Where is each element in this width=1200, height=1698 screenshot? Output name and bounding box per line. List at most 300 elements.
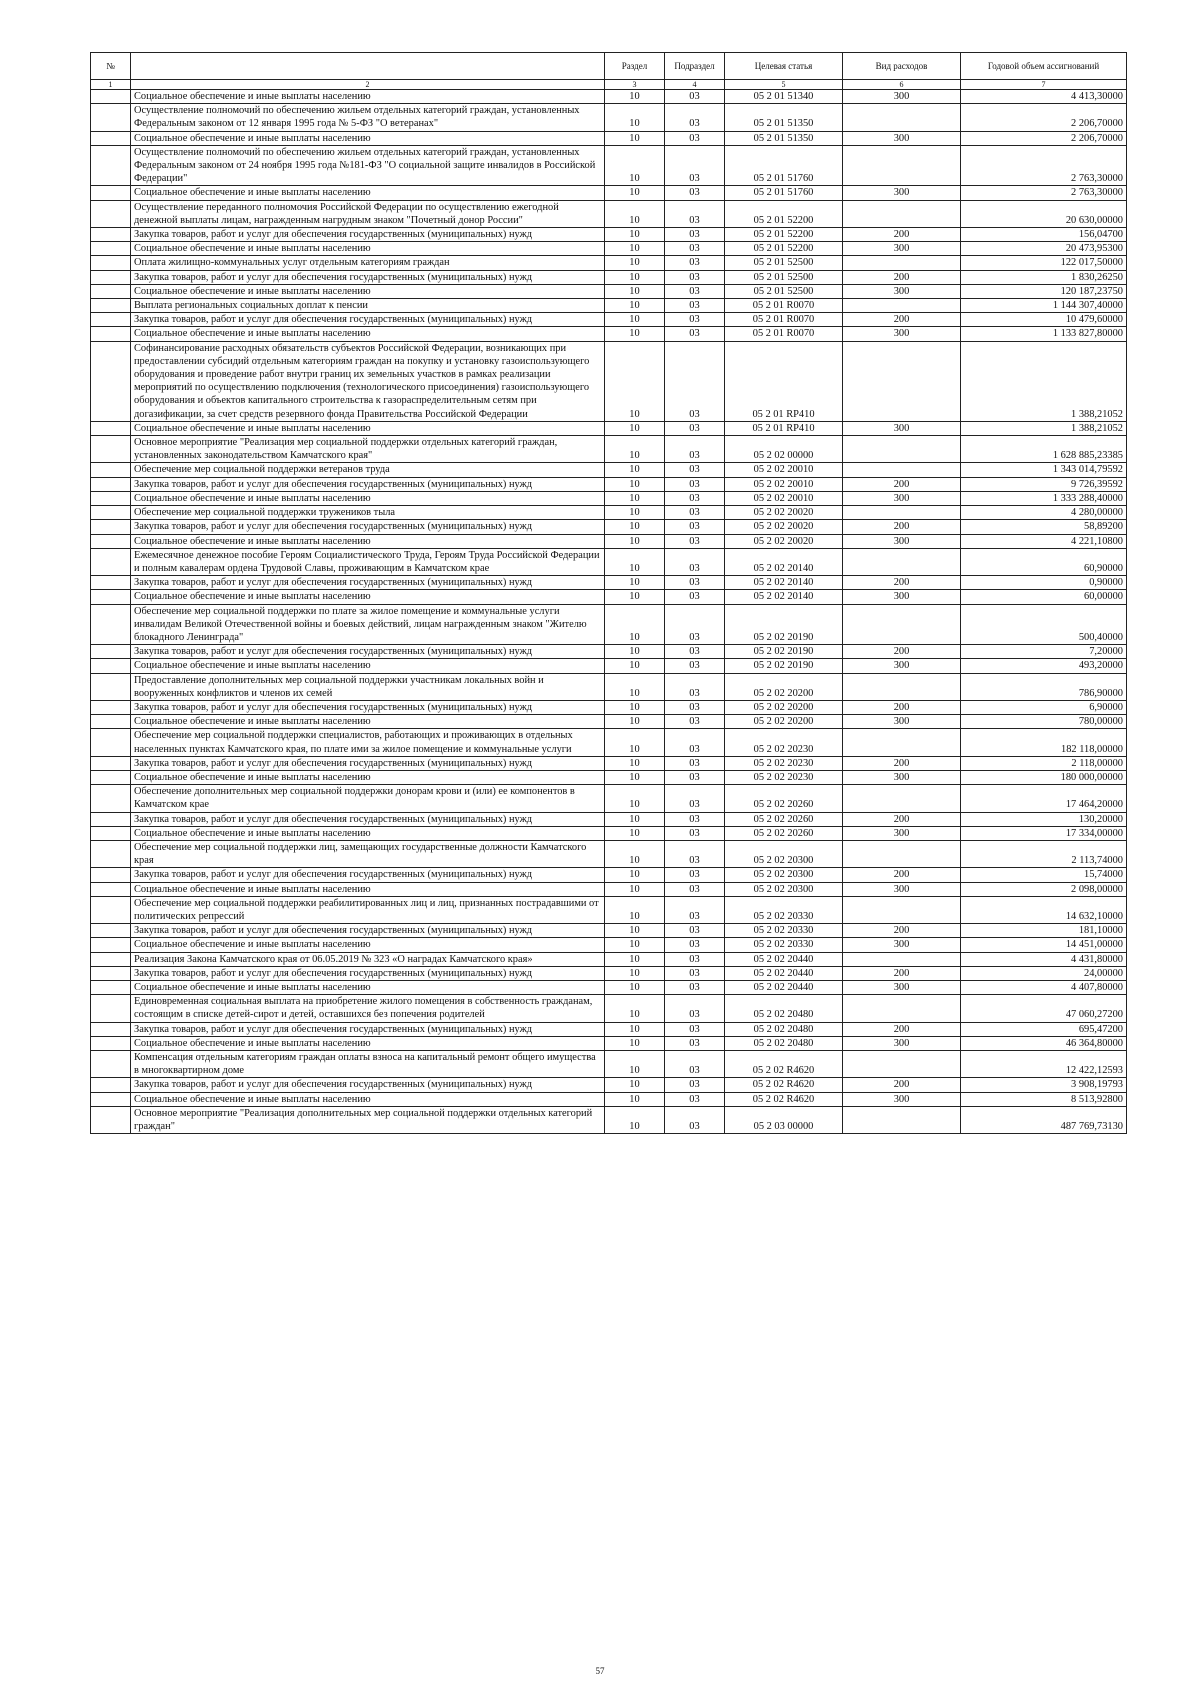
row-target-cell: 05 2 02 20200 [725,700,843,714]
row-podrazdel-cell: 03 [665,896,725,923]
row-vid-cell [843,145,961,186]
row-amount-cell: 695,47200 [961,1022,1127,1036]
row-vid-cell: 300 [843,981,961,995]
row-number-cell [91,785,131,812]
row-target-cell: 05 2 02 20440 [725,952,843,966]
row-amount-cell: 4 221,10800 [961,534,1127,548]
row-podrazdel-cell: 03 [665,981,725,995]
row-name-cell: Закупка товаров, работ и услуг для обеспечения государственных (муниципальных) нужд [131,812,605,826]
row-number-cell [91,270,131,284]
header-row [91,53,1127,80]
row-number-cell [91,313,131,327]
row-name-cell: Социальное обеспечение и иные выплаты населению [131,659,605,673]
row-target-cell: 05 2 01 RP410 [725,341,843,421]
row-podrazdel-cell: 03 [665,186,725,200]
row-podrazdel-cell: 03 [665,729,725,756]
table-row [91,826,1127,840]
row-number-cell [91,604,131,645]
table-row [91,924,1127,938]
row-number-cell [91,966,131,980]
row-vid-cell [843,463,961,477]
row-podrazdel-cell: 03 [665,284,725,298]
column-number: 3 [605,80,665,90]
row-podrazdel-cell: 03 [665,548,725,575]
table-row [91,576,1127,590]
row-amount-cell: 47 060,27200 [961,995,1127,1022]
table-row [91,421,1127,435]
row-target-cell: 05 2 01 52200 [725,242,843,256]
row-podrazdel-cell: 03 [665,463,725,477]
row-razdel-cell: 10 [605,938,665,952]
row-razdel-cell: 10 [605,327,665,341]
row-name-cell: Закупка товаров, работ и услуг для обеспечения государственных (муниципальных) нужд [131,966,605,980]
row-podrazdel-cell: 03 [665,90,725,104]
row-podrazdel-cell: 03 [665,966,725,980]
row-amount-cell: 2 118,00000 [961,756,1127,770]
row-amount-cell: 180 000,00000 [961,770,1127,784]
row-name-cell: Реализация Закона Камчатского края от 06.05.2019 № 323 «О наградах Камчатского края» [131,952,605,966]
row-razdel-cell: 10 [605,756,665,770]
row-number-cell [91,700,131,714]
row-target-cell: 05 2 01 51760 [725,145,843,186]
row-podrazdel-cell: 03 [665,436,725,463]
table-row [91,604,1127,645]
row-razdel-cell: 10 [605,506,665,520]
row-vid-cell: 200 [843,966,961,980]
row-name-cell: Закупка товаров, работ и услуг для обеспечения государственных (муниципальных) нужд [131,477,605,491]
row-razdel-cell: 10 [605,491,665,505]
row-razdel-cell: 10 [605,534,665,548]
row-podrazdel-cell: 03 [665,576,725,590]
row-amount-cell: 2 206,70000 [961,131,1127,145]
row-vid-cell: 300 [843,715,961,729]
table-row [91,1022,1127,1036]
table-row [91,882,1127,896]
row-amount-cell: 487 769,73130 [961,1106,1127,1133]
header-vid: Вид расходов [843,53,961,80]
table-row [91,491,1127,505]
table-row [91,341,1127,421]
row-razdel-cell: 10 [605,284,665,298]
row-razdel-cell: 10 [605,341,665,421]
row-number-cell [91,520,131,534]
row-amount-cell: 12 422,12593 [961,1051,1127,1078]
row-target-cell: 05 2 02 20140 [725,590,843,604]
table-row [91,520,1127,534]
row-podrazdel-cell: 03 [665,924,725,938]
row-podrazdel-cell: 03 [665,1051,725,1078]
header-razdel: Раздел [605,53,665,80]
row-podrazdel-cell: 03 [665,242,725,256]
row-name-cell: Оплата жилищно-коммунальных услуг отдельным категориям граждан [131,256,605,270]
row-name-cell: Социальное обеспечение и иные выплаты населению [131,770,605,784]
row-amount-cell: 14 632,10000 [961,896,1127,923]
column-number: 6 [843,80,961,90]
row-name-cell: Обеспечение мер социальной поддержки ветеранов труда [131,463,605,477]
row-name-cell: Единовременная социальная выплата на приобретение жилого помещения в собственность гражданам, состоящим в списке детей-сирот и детей, оставшихся без попечения родителей [131,995,605,1022]
row-target-cell: 05 2 01 R0070 [725,327,843,341]
row-podrazdel-cell: 03 [665,952,725,966]
row-target-cell: 05 2 02 20260 [725,812,843,826]
row-target-cell: 05 2 02 20010 [725,491,843,505]
row-podrazdel-cell: 03 [665,341,725,421]
row-vid-cell [843,341,961,421]
row-razdel-cell: 10 [605,1036,665,1050]
row-target-cell: 05 2 01 R0070 [725,313,843,327]
row-podrazdel-cell: 03 [665,882,725,896]
row-podrazdel-cell: 03 [665,520,725,534]
row-name-cell: Основное мероприятие "Реализация дополнительных мер социальной поддержки отдельных категорий граждан" [131,1106,605,1133]
row-vid-cell: 200 [843,576,961,590]
row-name-cell: Закупка товаров, работ и услуг для обеспечения государственных (муниципальных) нужд [131,924,605,938]
row-razdel-cell: 10 [605,421,665,435]
row-target-cell: 05 2 02 20190 [725,604,843,645]
row-podrazdel-cell: 03 [665,756,725,770]
row-name-cell: Социальное обеспечение и иные выплаты населению [131,284,605,298]
row-amount-cell: 1 388,21052 [961,341,1127,421]
row-amount-cell: 122 017,50000 [961,256,1127,270]
table-row [91,200,1127,227]
row-amount-cell: 1 628 885,23385 [961,436,1127,463]
row-podrazdel-cell: 03 [665,590,725,604]
row-razdel-cell: 10 [605,896,665,923]
row-target-cell: 05 2 03 00000 [725,1106,843,1133]
row-target-cell: 05 2 02 20440 [725,981,843,995]
row-number-cell [91,981,131,995]
row-podrazdel-cell: 03 [665,534,725,548]
row-razdel-cell: 10 [605,186,665,200]
row-razdel-cell: 10 [605,826,665,840]
row-vid-cell: 300 [843,770,961,784]
row-vid-cell [843,896,961,923]
row-podrazdel-cell: 03 [665,1036,725,1050]
row-target-cell: 05 2 02 R4620 [725,1092,843,1106]
row-name-cell: Социальное обеспечение и иные выплаты населению [131,242,605,256]
row-podrazdel-cell: 03 [665,131,725,145]
row-amount-cell: 58,89200 [961,520,1127,534]
row-target-cell: 05 2 02 20190 [725,659,843,673]
row-vid-cell [843,436,961,463]
row-target-cell: 05 2 02 20440 [725,966,843,980]
row-razdel-cell: 10 [605,256,665,270]
row-amount-cell: 1 144 307,40000 [961,299,1127,313]
row-razdel-cell: 10 [605,1078,665,1092]
table-row [91,1036,1127,1050]
row-amount-cell: 2 206,70000 [961,104,1127,131]
table-row [91,1078,1127,1092]
row-name-cell: Социальное обеспечение и иные выплаты населению [131,131,605,145]
row-podrazdel-cell: 03 [665,770,725,784]
row-podrazdel-cell: 03 [665,506,725,520]
row-target-cell: 05 2 02 20260 [725,785,843,812]
row-name-cell: Социальное обеспечение и иные выплаты населению [131,1036,605,1050]
row-number-cell [91,840,131,867]
row-name-cell: Закупка товаров, работ и услуг для обеспечения государственных (муниципальных) нужд [131,576,605,590]
row-vid-cell: 300 [843,659,961,673]
row-vid-cell: 200 [843,645,961,659]
row-razdel-cell: 10 [605,477,665,491]
row-number-cell [91,1022,131,1036]
row-target-cell: 05 2 01 52500 [725,270,843,284]
row-target-cell: 05 2 01 51350 [725,104,843,131]
row-number-cell [91,576,131,590]
table-row [91,700,1127,714]
header-num: № [91,53,131,80]
row-number-cell [91,938,131,952]
row-number-cell [91,506,131,520]
row-target-cell: 05 2 02 20330 [725,938,843,952]
table-row [91,228,1127,242]
row-target-cell: 05 2 02 00000 [725,436,843,463]
row-razdel-cell: 10 [605,715,665,729]
row-name-cell: Предоставление дополнительных мер социальной поддержки участникам локальных войн и вооруженных конфликтов и членов их семей [131,673,605,700]
row-name-cell: Закупка товаров, работ и услуг для обеспечения государственных (муниципальных) нужд [131,228,605,242]
row-razdel-cell: 10 [605,673,665,700]
row-razdel-cell: 10 [605,924,665,938]
row-razdel-cell: 10 [605,966,665,980]
row-name-cell: Осуществление полномочий по обеспечению жильем отдельных категорий граждан, установленных Федеральным законом от 12 января 1995 года № 5-ФЗ "О ветеранах" [131,104,605,131]
row-vid-cell: 200 [843,924,961,938]
row-podrazdel-cell: 03 [665,995,725,1022]
row-vid-cell: 300 [843,242,961,256]
row-target-cell: 05 2 02 R4620 [725,1051,843,1078]
row-name-cell: Основное мероприятие "Реализация мер социальной поддержки отдельных категорий граждан, установленных законодательством Камчатского края" [131,436,605,463]
row-name-cell: Закупка товаров, работ и услуг для обеспечения государственных (муниципальных) нужд [131,645,605,659]
row-podrazdel-cell: 03 [665,477,725,491]
table-row [91,131,1127,145]
row-target-cell: 05 2 02 20480 [725,1036,843,1050]
row-name-cell: Закупка товаров, работ и услуг для обеспечения государственных (муниципальных) нужд [131,520,605,534]
row-razdel-cell: 10 [605,995,665,1022]
row-vid-cell [843,952,961,966]
row-amount-cell: 1 388,21052 [961,421,1127,435]
row-amount-cell: 493,20000 [961,659,1127,673]
row-number-cell [91,421,131,435]
table-row [91,938,1127,952]
row-vid-cell [843,840,961,867]
row-razdel-cell: 10 [605,729,665,756]
row-podrazdel-cell: 03 [665,785,725,812]
row-amount-cell: 130,20000 [961,812,1127,826]
row-razdel-cell: 10 [605,645,665,659]
table-row [91,242,1127,256]
row-podrazdel-cell: 03 [665,200,725,227]
row-target-cell: 05 2 02 20140 [725,576,843,590]
row-target-cell: 05 2 01 52200 [725,228,843,242]
row-number-cell [91,145,131,186]
row-podrazdel-cell: 03 [665,938,725,952]
row-name-cell: Закупка товаров, работ и услуг для обеспечения государственных (муниципальных) нужд [131,700,605,714]
row-razdel-cell: 10 [605,882,665,896]
row-podrazdel-cell: 03 [665,299,725,313]
row-target-cell: 05 2 02 20190 [725,645,843,659]
table-row [91,729,1127,756]
row-number-cell [91,659,131,673]
row-target-cell: 05 2 01 RP410 [725,421,843,435]
row-vid-cell [843,256,961,270]
row-target-cell: 05 2 02 20230 [725,756,843,770]
row-name-cell: Компенсация отдельным категориям граждан оплаты взноса на капитальный ремонт общего имущества в многоквартирном доме [131,1051,605,1078]
row-number-cell [91,463,131,477]
row-amount-cell: 60,90000 [961,548,1127,575]
row-amount-cell: 1 333 288,40000 [961,491,1127,505]
row-razdel-cell: 10 [605,659,665,673]
row-target-cell: 05 2 02 20260 [725,826,843,840]
row-razdel-cell: 10 [605,131,665,145]
row-podrazdel-cell: 03 [665,421,725,435]
row-name-cell: Выплата региональных социальных доплат к пенсии [131,299,605,313]
row-podrazdel-cell: 03 [665,491,725,505]
row-razdel-cell: 10 [605,548,665,575]
row-target-cell: 05 2 02 20020 [725,506,843,520]
row-number-cell [91,673,131,700]
row-vid-cell [843,604,961,645]
row-razdel-cell: 10 [605,576,665,590]
row-podrazdel-cell: 03 [665,868,725,882]
row-target-cell: 05 2 01 52200 [725,200,843,227]
row-razdel-cell: 10 [605,145,665,186]
row-razdel-cell: 10 [605,463,665,477]
page-number: 57 [595,1666,605,1676]
table-row [91,145,1127,186]
row-target-cell: 05 2 02 20020 [725,534,843,548]
row-amount-cell: 786,90000 [961,673,1127,700]
row-vid-cell: 300 [843,938,961,952]
row-target-cell: 05 2 02 20200 [725,715,843,729]
header-podrazdel: Подраздел [665,53,725,80]
row-razdel-cell: 10 [605,313,665,327]
row-target-cell: 05 2 02 20480 [725,1022,843,1036]
row-vid-cell: 300 [843,491,961,505]
row-target-cell: 05 2 01 52500 [725,256,843,270]
row-razdel-cell: 10 [605,840,665,867]
row-razdel-cell: 10 [605,981,665,995]
row-target-cell: 05 2 02 20140 [725,548,843,575]
row-podrazdel-cell: 03 [665,1022,725,1036]
row-vid-cell: 200 [843,1078,961,1092]
row-vid-cell: 300 [843,826,961,840]
row-name-cell: Закупка товаров, работ и услуг для обеспечения государственных (муниципальных) нужд [131,868,605,882]
row-name-cell: Социальное обеспечение и иные выплаты населению [131,1092,605,1106]
row-number-cell [91,242,131,256]
table-row [91,436,1127,463]
table-row [91,770,1127,784]
table-row [91,90,1127,104]
row-amount-cell: 500,40000 [961,604,1127,645]
table-row [91,463,1127,477]
row-amount-cell: 0,90000 [961,576,1127,590]
row-number-cell [91,436,131,463]
row-number-cell [91,1092,131,1106]
column-number: 1 [91,80,131,90]
row-amount-cell: 7,20000 [961,645,1127,659]
row-target-cell: 05 2 02 20330 [725,896,843,923]
row-number-cell [91,299,131,313]
row-amount-cell: 156,04700 [961,228,1127,242]
row-vid-cell: 200 [843,520,961,534]
row-number-cell [91,186,131,200]
row-amount-cell: 15,74000 [961,868,1127,882]
row-razdel-cell: 10 [605,90,665,104]
table-row [91,966,1127,980]
table-row [91,477,1127,491]
row-podrazdel-cell: 03 [665,145,725,186]
table-row [91,645,1127,659]
row-name-cell: Социальное обеспечение и иные выплаты населению [131,715,605,729]
table-row [91,313,1127,327]
row-amount-cell: 780,00000 [961,715,1127,729]
row-vid-cell: 300 [843,90,961,104]
row-amount-cell: 3 908,19793 [961,1078,1127,1092]
row-amount-cell: 46 364,80000 [961,1036,1127,1050]
row-amount-cell: 17 334,00000 [961,826,1127,840]
row-number-cell [91,868,131,882]
row-target-cell: 05 2 02 20300 [725,840,843,867]
row-amount-cell: 2 113,74000 [961,840,1127,867]
table-row [91,186,1127,200]
row-podrazdel-cell: 03 [665,327,725,341]
column-number-row [91,80,1127,90]
row-vid-cell [843,506,961,520]
row-razdel-cell: 10 [605,868,665,882]
row-amount-cell: 4 431,80000 [961,952,1127,966]
row-number-cell [91,200,131,227]
row-podrazdel-cell: 03 [665,104,725,131]
row-amount-cell: 181,10000 [961,924,1127,938]
row-vid-cell: 300 [843,327,961,341]
table-row [91,756,1127,770]
row-target-cell: 05 2 02 20230 [725,729,843,756]
row-name-cell: Закупка товаров, работ и услуг для обеспечения государственных (муниципальных) нужд [131,1078,605,1092]
row-amount-cell: 1 830,26250 [961,270,1127,284]
table-row [91,327,1127,341]
header-target: Целевая статья [725,53,843,80]
row-target-cell: 05 2 02 R4620 [725,1078,843,1092]
row-target-cell: 05 2 01 51760 [725,186,843,200]
row-vid-cell [843,1051,961,1078]
row-vid-cell: 300 [843,421,961,435]
row-razdel-cell: 10 [605,436,665,463]
row-number-cell [91,131,131,145]
row-vid-cell: 200 [843,868,961,882]
row-vid-cell [843,673,961,700]
row-name-cell: Социальное обеспечение и иные выплаты населению [131,826,605,840]
row-vid-cell: 300 [843,131,961,145]
row-amount-cell: 2 098,00000 [961,882,1127,896]
row-podrazdel-cell: 03 [665,645,725,659]
row-amount-cell: 60,00000 [961,590,1127,604]
row-name-cell: Социальное обеспечение и иные выплаты населению [131,590,605,604]
row-razdel-cell: 10 [605,770,665,784]
table-row [91,659,1127,673]
row-razdel-cell: 10 [605,812,665,826]
row-podrazdel-cell: 03 [665,840,725,867]
row-vid-cell: 300 [843,590,961,604]
row-razdel-cell: 10 [605,590,665,604]
column-number: 7 [961,80,1127,90]
row-amount-cell: 8 513,92800 [961,1092,1127,1106]
table-row [91,270,1127,284]
row-vid-cell [843,729,961,756]
row-name-cell: Социальное обеспечение и иные выплаты населению [131,938,605,952]
row-target-cell: 05 2 02 20230 [725,770,843,784]
table-row [91,896,1127,923]
row-razdel-cell: 10 [605,1022,665,1036]
row-razdel-cell: 10 [605,604,665,645]
row-target-cell: 05 2 02 20010 [725,463,843,477]
row-number-cell [91,548,131,575]
row-name-cell: Обеспечение дополнительных мер социальной поддержки донорам крови и (или) ее компонентов в Камчатском крае [131,785,605,812]
